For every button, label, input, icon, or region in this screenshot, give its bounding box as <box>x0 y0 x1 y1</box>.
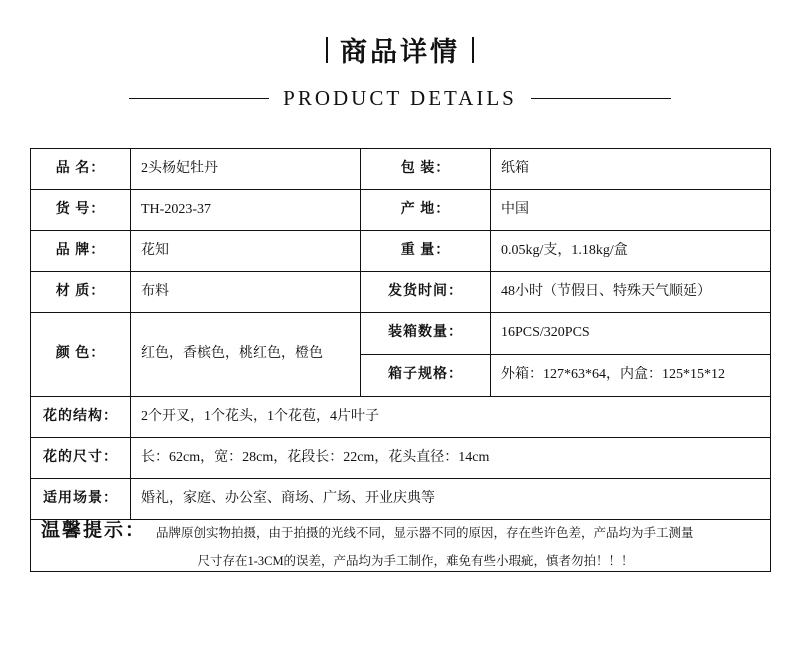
value-material: 布料 <box>131 272 361 313</box>
notice-text-1: 品牌原创实物拍摄，由于拍摄的光线不同，显示器不同的原因，存在些许色差，产品均为手工测量 <box>156 526 694 540</box>
label-scene: 适用场景： <box>31 479 131 520</box>
page-title-cn-text: 商品详情 <box>340 37 460 67</box>
spec-table-wrapper <box>30 148 770 572</box>
notice-row <box>31 520 771 572</box>
title-right-bar-icon <box>472 37 474 63</box>
value-packing-qty: 16PCS/320PCS <box>491 313 771 355</box>
table-row <box>31 479 771 520</box>
label-color: 颜 色： <box>31 313 131 397</box>
label-material: 材 质： <box>31 272 131 313</box>
label-flower-structure: 花的结构： <box>31 397 131 438</box>
notice-line-1 <box>41 520 760 543</box>
value-flower-structure: 2个开叉，1个花头，1个花苞，4片叶子 <box>131 397 771 438</box>
label-brand: 品 牌： <box>31 231 131 272</box>
label-packaging: 包 装： <box>361 149 491 190</box>
value-shipping-time: 48小时（节假日、特殊天气顺延） <box>491 272 771 313</box>
label-shipping-time: 发货时间： <box>361 272 491 313</box>
label-packing-qty: 装箱数量： <box>361 313 491 355</box>
label-origin: 产 地： <box>361 190 491 231</box>
page-title-cn <box>326 30 474 69</box>
value-origin: 中国 <box>491 190 771 231</box>
value-scene: 婚礼，家庭、办公室、商场、广场、开业庆典等 <box>131 479 771 520</box>
page-header <box>0 0 800 111</box>
page-title-en-text: PRODUCT DETAILS <box>283 86 517 110</box>
label-weight: 重 量： <box>361 231 491 272</box>
notice-title: 温馨提示： <box>41 520 147 541</box>
value-product-name: 2头杨妃牡丹 <box>131 149 361 190</box>
label-box-spec: 箱子规格： <box>361 355 491 397</box>
table-row <box>31 272 771 313</box>
table-row <box>31 231 771 272</box>
value-item-number: TH-2023-37 <box>131 190 361 231</box>
table-row <box>31 438 771 479</box>
label-product-name: 品 名： <box>31 149 131 190</box>
value-weight: 0.05kg/支，1.18kg/盒 <box>491 231 771 272</box>
value-box-spec: 外箱：127*63*64，内盒：125*15*12 <box>491 355 771 397</box>
title-left-rule <box>129 98 269 99</box>
label-item-number: 货 号： <box>31 190 131 231</box>
label-flower-size: 花的尺寸： <box>31 438 131 479</box>
notice-cell <box>31 520 771 572</box>
notice-text-2: 尺寸存在1-3CM的误差，产品均为手工制作，难免有些小瑕疵，慎者勿拍！！！ <box>197 553 634 568</box>
table-row <box>31 313 771 355</box>
page-title-en-row <box>0 86 800 111</box>
title-right-rule <box>531 98 671 99</box>
title-left-bar-icon <box>326 37 328 63</box>
value-color: 红色，香槟色，桃红色，橙色 <box>131 313 361 397</box>
spec-table <box>30 148 771 572</box>
value-flower-size: 长：62cm，宽：28cm，花段长：22cm，花头直径：14cm <box>131 438 771 479</box>
table-row <box>31 397 771 438</box>
value-packaging: 纸箱 <box>491 149 771 190</box>
value-brand: 花知 <box>131 231 361 272</box>
table-row <box>31 149 771 190</box>
table-row <box>31 190 771 231</box>
